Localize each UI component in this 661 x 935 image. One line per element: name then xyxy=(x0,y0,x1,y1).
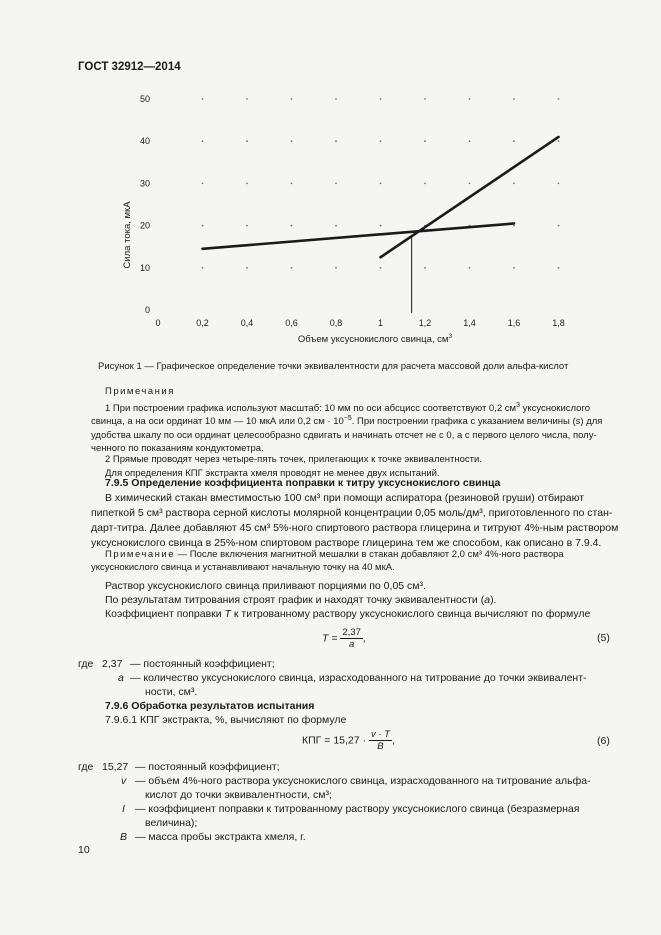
y-tick-label: 30 xyxy=(139,178,150,189)
series-line xyxy=(203,223,515,248)
y-tick-label: 10 xyxy=(139,262,150,273)
formula-6: КПГ = 15,27 · $\frac{v \cdot T}{B}$ , xyxy=(302,729,395,752)
where-2-desc-2: — объем 4%-ного раствора уксуснокислого свинца, израсходованного на титрование альфа- xyxy=(135,775,591,787)
x-tick-label: 0,2 xyxy=(196,318,209,328)
where-2-desc-3b: величина); xyxy=(145,817,198,829)
notes-title: Примечания xyxy=(105,386,175,397)
grid-dot xyxy=(513,267,515,269)
grid-dot xyxy=(335,98,337,100)
note-titration-line-2: уксуснокислого свинца и устанавливают начальную точку на 40 мкА. xyxy=(91,562,395,573)
grid-dot xyxy=(558,140,560,142)
s795-line-3: дарт-титра. Далее добавляют 45 см³ 5%-ного спиртового раствора глицерина и титруют 4%-ным раствором xyxy=(91,522,619,534)
paragraph-graph: По результатам титрования строят график и находят точку эквивалентности (а). xyxy=(105,594,497,606)
y-tick-label: 40 xyxy=(139,136,150,147)
figure-caption: Рисунок 1 — Графическое определение точки эквивалентности для расчета массовой доли альфа-кислот xyxy=(98,361,569,372)
where-1-coef-2: а xyxy=(118,672,124,684)
section-7-9-6-heading: 7.9.6 Обработка результатов испытания xyxy=(105,700,315,712)
paragraph-portions: Раствор уксуснокислого свинца приливают порциями по 0,05 см³. xyxy=(105,580,426,592)
note-1-line-1: 1 При построении графика используют масштаб: 10 мм по оси абсцисс соответствуют 0,2 $см^3$ уксуснокислого xyxy=(105,401,590,414)
grid-dot xyxy=(335,183,337,185)
grid-dot xyxy=(246,140,248,142)
where-1-coef-1: 2,37 xyxy=(102,658,123,670)
grid-dot xyxy=(469,267,471,269)
x-axis-label: Объем уксуснокислого свинца, $см^3$ xyxy=(297,333,453,345)
grid-dot xyxy=(335,140,337,142)
notes-continuation xyxy=(91,412,626,456)
x-tick-label: 1,6 xyxy=(507,318,521,328)
grid-dot xyxy=(246,98,248,100)
grid-dot xyxy=(291,225,293,227)
where-2-desc-4: — масса пробы экстракта хмеля, г. xyxy=(135,831,306,843)
s795-line-1: В химический стакан вместимостью 100 см³ при помощи аспиратора (резиновой груши) отбирают xyxy=(105,492,585,504)
formula-5-number: (5) xyxy=(597,632,610,644)
where-2-coef-1: 15,27 xyxy=(102,761,129,773)
x-tick-label: 1 xyxy=(377,318,384,328)
grid-dot xyxy=(469,183,471,185)
where-2-desc-2b: кислот до точки эквивалентности, см³; xyxy=(145,789,332,801)
equivalence-chart xyxy=(100,85,580,350)
y-axis-ticks xyxy=(140,94,150,315)
x-axis-ticks xyxy=(155,318,564,328)
y-tick-label: 20 xyxy=(139,220,150,231)
grid-dot xyxy=(424,267,426,269)
grid-dot xyxy=(291,140,293,142)
grid-dot xyxy=(380,225,382,227)
notes-block xyxy=(105,385,625,415)
grid-dot xyxy=(202,183,204,185)
where-1-label: где xyxy=(78,658,94,670)
grid-dot xyxy=(513,183,515,185)
grid-dot xyxy=(335,225,337,227)
grid-dot xyxy=(335,267,337,269)
grid-dot xyxy=(469,140,471,142)
paragraph-coefficient: Коэффициент поправки Т к титрованному раствору уксуснокислого свинца вычисляют по формуле xyxy=(105,608,591,620)
grid-dot xyxy=(558,98,560,100)
formula-6-number: (6) xyxy=(597,735,610,747)
grid-dot xyxy=(202,98,204,100)
series-line xyxy=(381,137,559,257)
where-1-desc-1: — постоянный коэффициент; xyxy=(130,658,275,670)
section-7-9-5-heading: 7.9.5 Определение коэффициента поправки к титру уксуснокислого свинца xyxy=(105,477,501,489)
grid-dot xyxy=(424,183,426,185)
grid-dot xyxy=(202,140,204,142)
grid-dot xyxy=(558,225,560,227)
document-header: ГОСТ 32912—2014 xyxy=(78,61,181,73)
x-tick-label: 0,8 xyxy=(329,318,343,328)
s795-line-4: уксуснокислого свинца в 25%-ном спиртовом растворе глицерина тем же способом, как описано в 7.9.4. xyxy=(91,537,602,549)
y-axis-label: Сила тока, мкА xyxy=(122,201,133,269)
y-tick-label: 0 xyxy=(144,305,150,315)
x-tick-label: 0,6 xyxy=(285,318,298,328)
note-titration: Примечание — После включения магнитной мешалки в стакан добавляют 2,0 см³ 4%-ного раствора xyxy=(105,549,564,560)
where-1-desc-2: — количество уксуснокислого свинца, израсходованного на титрование до точки эквивалент- xyxy=(130,672,587,684)
grid-dot xyxy=(424,140,426,142)
note-2: 2 Прямые проводят через четыре-пять точек, прилегающих к точке эквивалентности. xyxy=(105,454,482,465)
where-2-desc-3: — коэффициент поправки к титрованному раствору уксуснокислого свинца (безразмерная xyxy=(135,803,580,815)
grid-dot xyxy=(513,225,515,227)
grid-dot xyxy=(380,267,382,269)
grid-dot xyxy=(558,267,560,269)
grid-dot xyxy=(469,98,471,100)
note-1-line-3: удобства шкалу по оси ординат целесообразно сдвигать и начинать отсчет не с 0, а с первого целого числа, полу- xyxy=(91,429,597,441)
x-tick-label: 1,8 xyxy=(552,318,565,328)
where-2-desc-1: — постоянный коэффициент; xyxy=(135,761,280,773)
x-tick-label: 0,4 xyxy=(240,318,254,328)
where-2-coef-4: В xyxy=(120,831,128,843)
grid-dot xyxy=(558,183,560,185)
x-tick-label: 1,4 xyxy=(463,318,476,328)
where-1-desc-2b: ности, см³. xyxy=(145,686,198,698)
grid-dot xyxy=(291,267,293,269)
chart-grid xyxy=(202,98,560,269)
note-1-line-2: свинца, а на оси ординат 10 мм — 10 мкА или 0,2 см · $10^{-5}$. При построении графика с указанием величины (s) для xyxy=(91,415,603,428)
grid-dot xyxy=(513,140,515,142)
s796-line-1: 7.9.6.1 КПГ экстракта, %, вычисляют по формуле xyxy=(105,714,347,726)
page-number: 10 xyxy=(78,844,90,856)
where-2-coef-3: I xyxy=(122,803,125,815)
grid-dot xyxy=(424,98,426,100)
note-3: Для определения КПГ экстракта хмеля проводят не менее двух испытаний. xyxy=(105,467,440,479)
x-tick-label: 0 xyxy=(155,318,161,328)
note-1-line-4: ченного по показаниям кондуктометра. xyxy=(91,443,264,455)
s795-line-2: пипеткой 5 см³ раствора серной кислоты молярной концентрации 0,05 моль/дм³, приготовленного по стан- xyxy=(91,507,613,519)
chart-series xyxy=(203,137,559,257)
grid-dot xyxy=(246,183,248,185)
grid-dot xyxy=(291,98,293,100)
grid-dot xyxy=(246,225,248,227)
where-2-coef-2: v xyxy=(121,775,127,787)
grid-dot xyxy=(380,183,382,185)
y-tick-label: 50 xyxy=(139,94,150,104)
grid-dot xyxy=(202,267,204,269)
grid-dot xyxy=(246,267,248,269)
grid-dot xyxy=(380,98,382,100)
grid-dot xyxy=(291,183,293,185)
grid-dot xyxy=(380,140,382,142)
grid-dot xyxy=(513,98,515,100)
where-2-label: где xyxy=(78,761,94,773)
formula-5: T = $\frac{2,37}{a}$ , xyxy=(322,627,366,650)
grid-dot xyxy=(202,225,204,227)
x-tick-label: 1,2 xyxy=(418,318,432,328)
